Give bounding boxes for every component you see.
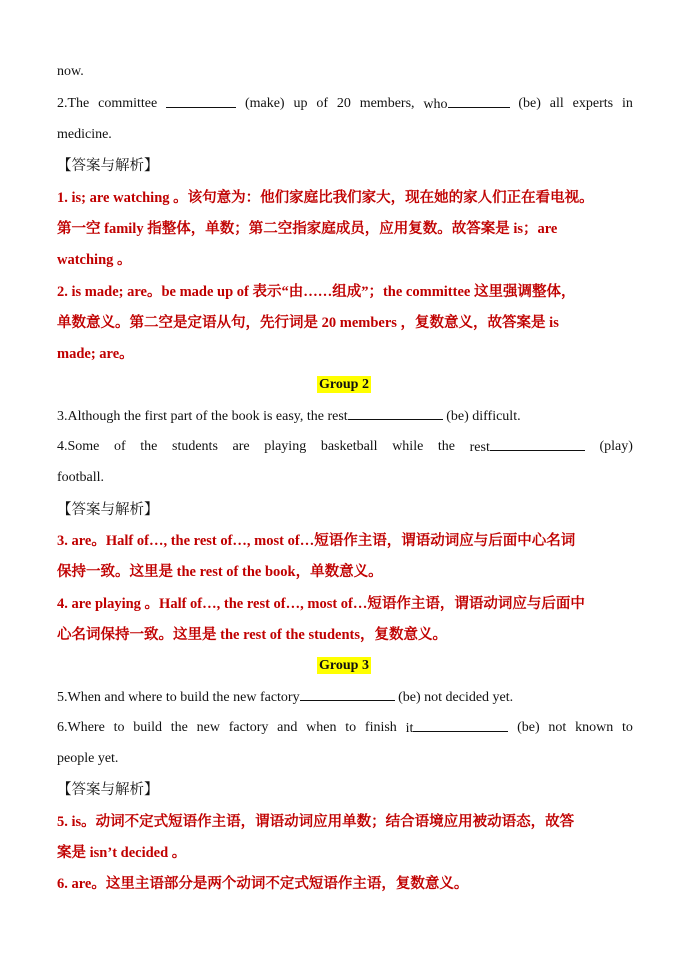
question-3: 3.Although the first part of the book is easy, the rest (be) difficult. bbox=[57, 406, 633, 427]
answer-3-line-1: 3. are。Half of…, the rest of…, most of…短语作主语，谓语动词应与后面中心名词 bbox=[57, 533, 576, 549]
answer-1-line-2: 第一空 family 指整体，单数；第二空指家庭成员，应用复数。故答案是 is；are bbox=[57, 221, 558, 237]
answer-2-line-2: 单数意义。第二空是定语从句，先行词是 20 members ，复数意义，故答案是 is bbox=[57, 315, 559, 331]
answer-blank[interactable] bbox=[490, 437, 585, 451]
question-2: 2.The committee (make) up of 20 members, who (be) all experts in bbox=[57, 96, 633, 112]
question-2-tail: medicine. bbox=[57, 127, 112, 142]
group-3-title: Group 3 bbox=[319, 658, 369, 673]
answer-blank[interactable] bbox=[413, 718, 508, 732]
answer-blank[interactable] bbox=[300, 687, 395, 701]
answer-blank[interactable] bbox=[166, 94, 236, 108]
answer-1-line-1: 1. is; are watching 。该句意为：他们家庭比我们家大，现在她的家人们正在看电视。 bbox=[57, 190, 594, 206]
answer-2-line-1: 2. is made; are。be made up of 表示“由……组成”；the committee 这里强调整体， bbox=[57, 284, 576, 300]
answer-heading: 【答案与解析】 bbox=[57, 158, 159, 174]
answer-3-line-2: 保持一致。这里是 the rest of the book，单数意义。 bbox=[57, 564, 383, 580]
answer-2-line-3: made; are。 bbox=[57, 346, 134, 362]
answer-4-line-1: 4. are playing 。Half of…, the rest of…, most of…短语作主语，谓语动词应与后面中 bbox=[57, 596, 585, 612]
answer-5-line-2: 案是 isn’t decided 。 bbox=[57, 845, 187, 861]
answer-5-line-1: 5. is。动词不定式短语作主语，谓语动词应用单数；结合语境应用被动语态，故答 bbox=[57, 814, 575, 830]
answer-4-line-2: 心名词保持一致。这里是 the rest of the students，复数意义。 bbox=[57, 627, 448, 643]
answer-blank[interactable] bbox=[448, 94, 510, 108]
answer-heading: 【答案与解析】 bbox=[57, 502, 159, 518]
question-1-tail: now. bbox=[57, 64, 84, 79]
answer-1-line-3: watching 。 bbox=[57, 252, 132, 268]
question-5: 5.When and where to build the new factory (be) not decided yet. bbox=[57, 687, 633, 708]
group-2-title: Group 2 bbox=[319, 377, 369, 392]
answer-heading: 【答案与解析】 bbox=[57, 782, 159, 798]
question-4-tail: football. bbox=[57, 470, 105, 485]
question-4: 4.Some of the students are playing basketball while the rest (play) bbox=[57, 439, 633, 455]
answer-6: 6. are。这里主语部分是两个动词不定式短语作主语，复数意义。 bbox=[57, 876, 469, 892]
question-6-tail: people yet. bbox=[57, 751, 119, 766]
answer-blank[interactable] bbox=[348, 406, 443, 420]
question-6: 6.Where to build the new factory and when to finish it (be) not known to bbox=[57, 720, 633, 736]
